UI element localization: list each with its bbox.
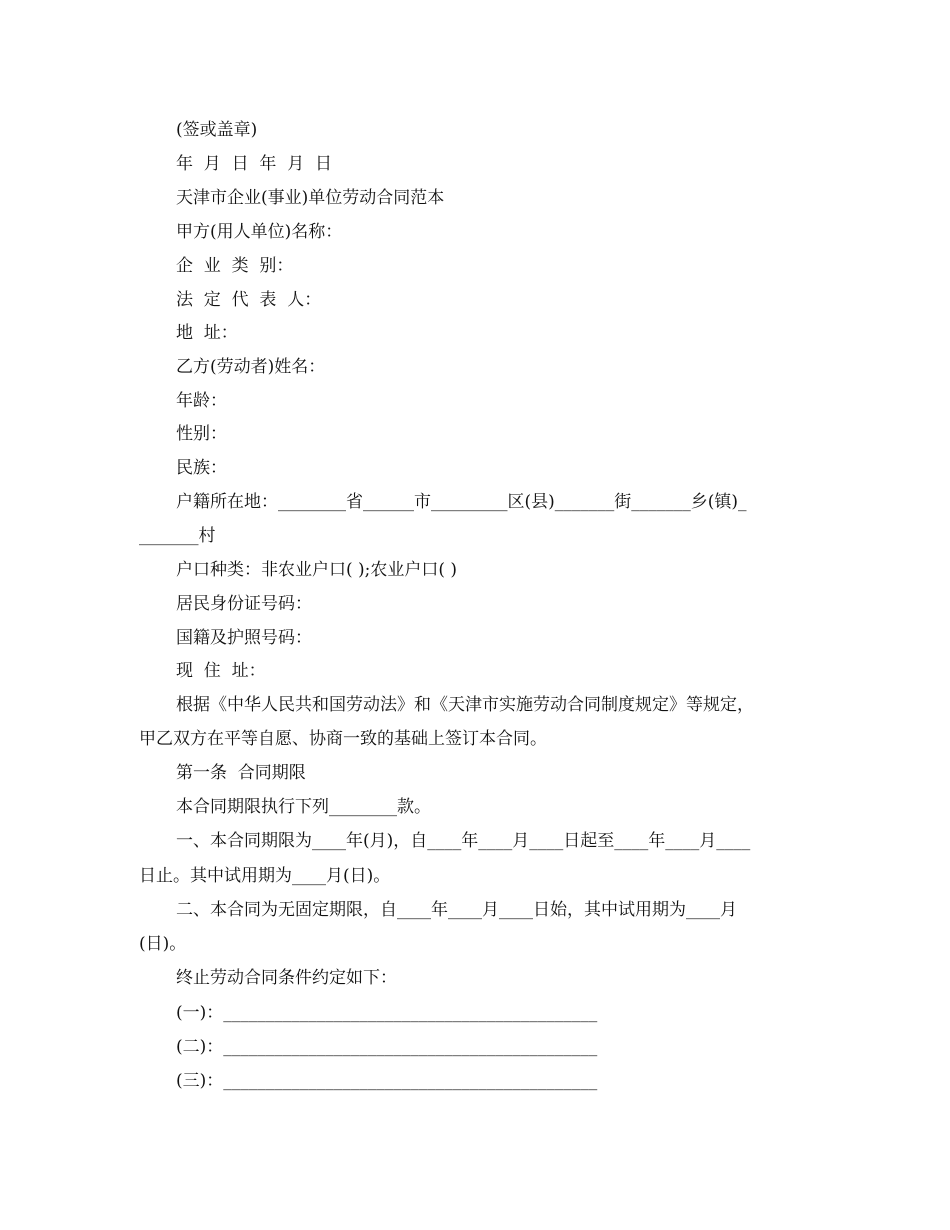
nationality-passport: 国籍及护照号码： [176, 628, 312, 648]
termination-condition-1: (一)：____________________________________________ [176, 1003, 598, 1023]
article-one-heading: 第一条 合同期限 [176, 763, 306, 783]
household-registration-village: _______村 [139, 526, 216, 546]
open-term-clause: 二、本合同为无固定期限，自____年____月____日始，其中试用期为____月 [176, 900, 737, 920]
current-address: 现 住 址： [176, 661, 266, 681]
termination-condition-2: (二)：____________________________________________ [176, 1037, 598, 1057]
id-card-number: 居民身份证号码： [176, 594, 312, 614]
term-selection: 本合同期限执行下列________款。 [176, 797, 431, 817]
date-line: 年 月 日 年 月 日 [176, 154, 333, 174]
ethnicity: 民族： [176, 458, 227, 478]
legal-basis-continued: 甲乙双方在平等自愿、协商一致的基础上签订本合同。 [139, 729, 547, 749]
party-b-name: 乙方(劳动者)姓名： [176, 357, 326, 377]
signature-seal-note: (签或盖章) [176, 120, 258, 140]
household-type: 户口种类：非农业户口( );农业户口( ) [176, 560, 458, 580]
gender: 性别： [176, 424, 227, 444]
fixed-term-probation: 日止。其中试用期为____月(日)。 [139, 866, 391, 886]
contract-title: 天津市企业(事业)单位劳动合同范本 [176, 188, 445, 208]
household-registration: 户籍所在地：________省______市_________区(县)_______街_______乡(镇)_ [176, 492, 747, 512]
fixed-term-clause: 一、本合同期限为____年(月)，自____年____月____日起至____年____月____ [176, 831, 751, 851]
legal-basis: 根据《中华人民共和国劳动法》和《天津市实施劳动合同制度规定》等规定， [176, 695, 754, 715]
open-term-clause-end: (日)。 [139, 934, 187, 954]
address: 地 址： [176, 323, 238, 343]
legal-representative: 法 定 代 表 人： [176, 290, 322, 310]
termination-condition-3: (三)：____________________________________________ [176, 1071, 598, 1091]
enterprise-type: 企 业 类 别： [176, 256, 294, 276]
termination-conditions-heading: 终止劳动合同条件约定如下： [176, 968, 397, 988]
age: 年龄： [176, 391, 227, 411]
party-a-name: 甲方(用人单位)名称： [176, 222, 343, 242]
